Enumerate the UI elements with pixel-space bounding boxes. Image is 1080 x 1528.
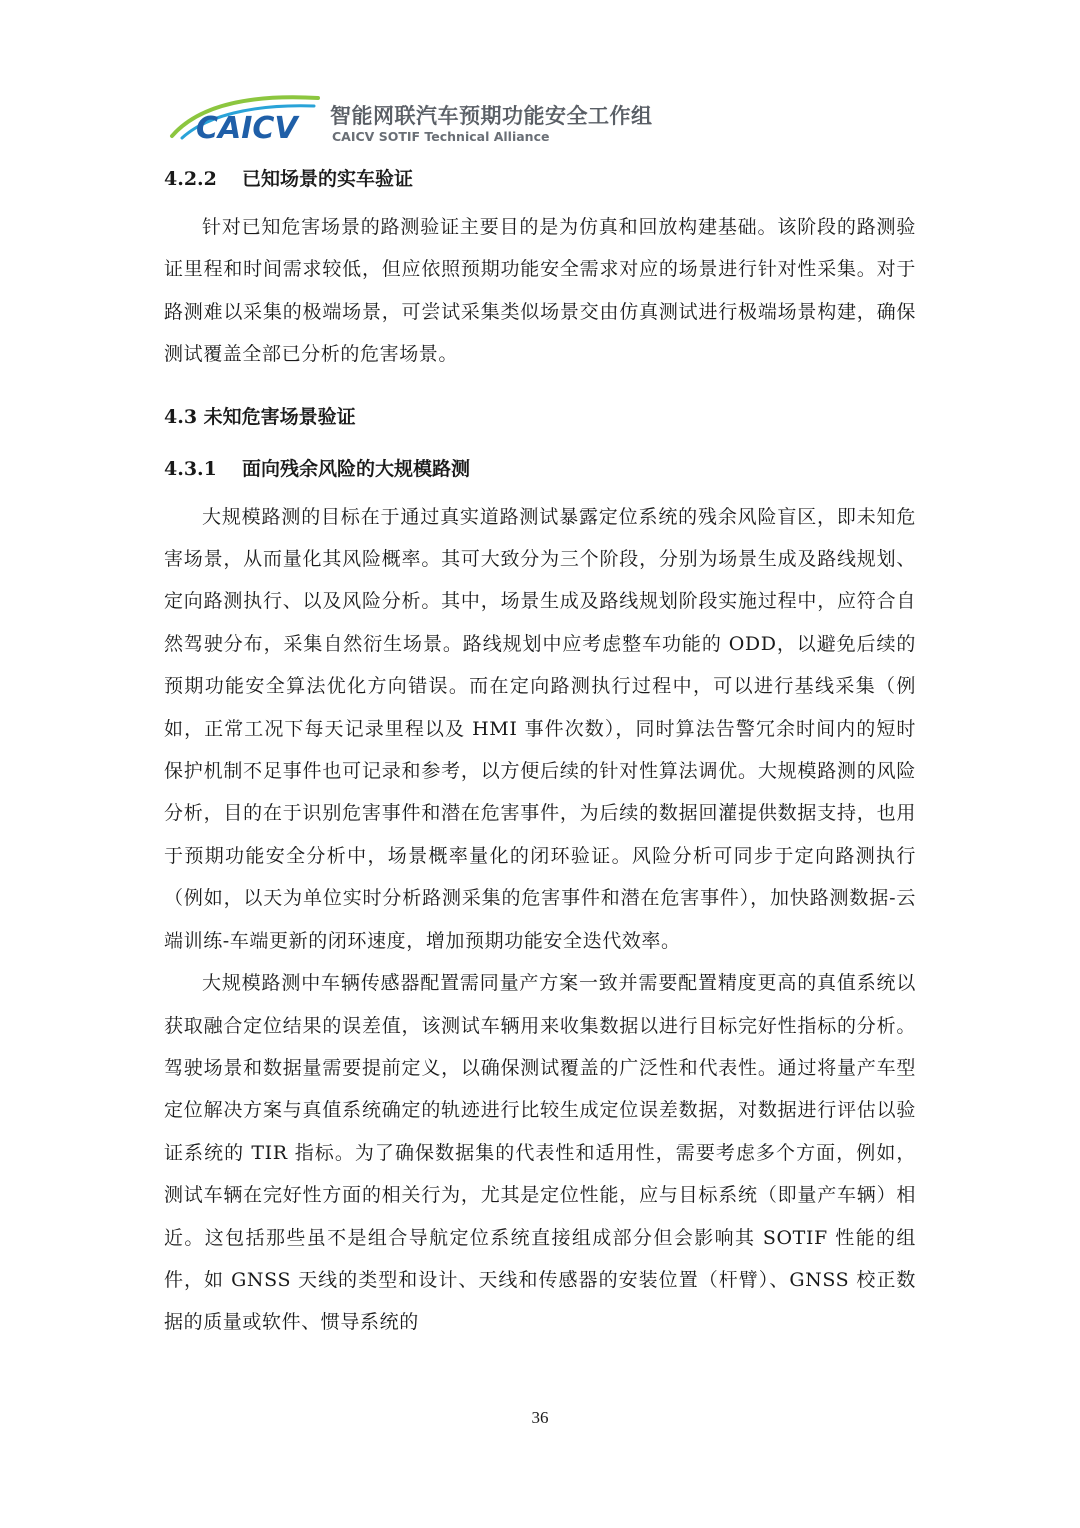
section-title: 已知场景的实车验证: [242, 168, 414, 190]
section-heading-4-3-1: [164, 450, 916, 488]
section-heading-4-2-2: [164, 160, 916, 198]
logo-text: CAICV: [196, 111, 298, 144]
paragraph: 针对已知危害场景的路测验证主要目的是为仿真和回放构建基础。该阶段的路测验证里程和时间需求较低，但应依照预期功能安全需求对应的场景进行针对性采集。对于路测难以采集的极端场景，可尝试采集类似场景交由仿真测试进行极端场景构建，确保测试覆盖全部已分析的危害场景。: [164, 216, 916, 366]
org-name-cn: 智能网联汽车预期功能安全工作组: [330, 104, 653, 128]
page-number: 36: [531, 1408, 549, 1427]
paragraph: 大规模路测中车辆传感器配置需同量产方案一致并需要配置精度更高的真值系统以获取融合定位结果的误差值，该测试车辆用来收集数据以进行目标完好性指标的分析。驾驶场景和数据量需要提前定义，以确保测试覆盖的广泛性和代表性。通过将量产车型定位解决方案与真值系统确定的轨迹进行比较生成定位误差数据，对数据进行评估以验证系统的 TIR 指标。为了确保数据集的代表性和适用性，需要考虑多个方面，例如，测试车辆在完好性方面的相关行为，尤其是定位性能，应与目标系统（即量产车辆）相近。这包括那些虽不是组合导航定位系统直接组成部分但会影响其 SOTIF 性能的组件，如 GNSS 天线的类型和设计、天线和传感器的安装位置（杆臂）、GNSS 校正数据的质量或软件、惯导系统的: [164, 972, 916, 1334]
section-title: 面向残余风险的大规模路测: [242, 457, 471, 480]
section-number: 4.3.1: [164, 457, 217, 480]
paragraph: 大规模路测的目标在于通过真实道路测试暴露定位系统的残余风险盲区，即未知危害场景，从而量化其风险概率。其可大致分为三个阶段，分别为场景生成及路线规划、定向路测执行、以及风险分析。其中，场景生成及路线规划阶段实施过程中，应符合自然驾驶分布，采集自然衍生场景。路线规划中应考虑整车功能的 ODD，以避免后续的预期功能安全算法优化方向错误。而在定向路测执行过程中，可以进行基线采集（例如，正常工况下每天记录里程以及 HMI 事件次数），同时算法告警冗余时间内的短时保护机制不足事件也可记录和参考，以方便后续的针对性算法调优。大规模路测的风险分析，目的在于识别危害事件和潜在危害事件，为后续的数据回灌提供数据支持，也用于预期功能安全分析中，场景概率量化的闭环验证。风险分析可同步于定向路测执行（例如，以天为单位实时分析路测采集的危害事件和潜在危害事件），加快路测数据-云端训练-车端更新的闭环速度，增加预期功能安全迭代效率。: [164, 505, 916, 952]
caicv-logo: [168, 92, 328, 144]
org-name-en: CAICV SOTIF Technical Alliance: [332, 129, 550, 144]
section-number: 4.2.2: [164, 168, 217, 190]
document-body: [164, 160, 916, 1344]
page-header: [168, 92, 688, 152]
section-heading-4-3: 4.3 未知危害场景验证: [164, 405, 356, 428]
